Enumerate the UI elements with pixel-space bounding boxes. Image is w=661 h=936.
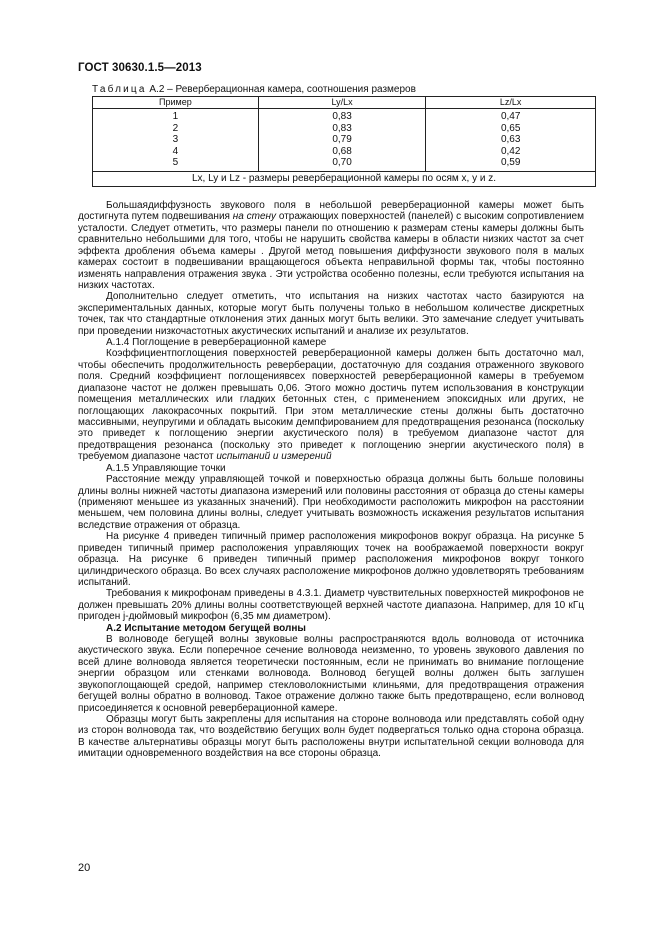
paragraph: На рисунке 4 приведен типичный пример расположения микрофонов вокруг образца. На рисунке 5 приведен типичный пример расположения управляющих точек на воображаемой поверхности вокруг образца. На рисунке 6 приведен типичный пример расположения микрофонов вокруг тонкого цилиндрического образца. Во всех случаях расположение микрофонов должно удовлетворять требованиям испытаний. [78, 531, 584, 588]
col-header-ly-lx: Ly/Lx [258, 97, 426, 109]
paragraph-text: Коэффициентпоглощения поверхностей реверберационной камеры должен быть достаточно мал, чтобы обеспечить продолжительность реверберации, достаточную для создания отраженного звукового поля. Средний коэффициент поглощениявсех поверхностей реверберационной камеры в требуемом диапазоне частот не должен превышать 0,06. Этого можно достичь путем использования в конструкции помещения металлических или гладких бетонных стен, с применением эпоксидных или других, не поглощающих лакокрасочных покрытий. При этом металлические стены должны быть достаточно массивными, неупругими и обладать высоким демпфированием для предотвращения резонанса (поскольку это приведет к поглощению энергии акустического поля) в требуемом диапазоне частот для предотвращения резонанса (поскольку это приведет к поглощению энергии акустического поля) в требуемом диапазоне частот [78, 348, 584, 463]
document-header: ГОСТ 30630.1.5—2013 [78, 62, 202, 74]
paragraph: Требования к микрофонам приведены в 4.3.1. Диаметр чувствительных поверхностей микрофонов не должен превышать 20% длины волны соответствующей верхней частоте диапазона. Например, для 10 кГц пригоден j-дюймовый микрофон (6,35 мм диаметром). [78, 588, 584, 623]
paragraph-text: отражающих поверхностей (панелей) с высоким сопротивлением усталости. Следует отметить, что размеры панели по отношению к размерам стены камеры должны быть сравнительно небольшими для того, чтобы не нарушить свойства камеры в области низких частот за счет эффекта дробления объема камеры . Другой метод повышения диффузности звукового поля в малых камерах состоит в подвешивании вращающегося объекта неправильной формы так, чтобы постоянно изменять направления отражения звука . Эти устройства особенно полезны, если требуются испытания на низких частотах. [78, 211, 584, 291]
table-row [93, 146, 596, 158]
table-cell: 5 [93, 157, 259, 171]
table-note: Lx, Ly и Lz - размеры реверберационной камеры по осям x, y и z. [93, 171, 596, 187]
paragraph-text: Большаядиффузность звукового поля в небольшой реверберационной камеры может быть достигнута путем подвешивания [78, 200, 584, 223]
table-row [93, 109, 596, 123]
table-note-row [93, 171, 596, 187]
table-cell: 0,47 [426, 109, 596, 123]
table-cell: 0,70 [258, 157, 426, 171]
col-header-lz-lx: Lz/Lx [426, 97, 596, 109]
paragraph [78, 200, 584, 291]
table-cell: 0,63 [426, 134, 596, 146]
paragraph-emphasis: испытаний и измерений [216, 451, 332, 463]
table-cell: 4 [93, 146, 259, 158]
table-row [93, 123, 596, 135]
table-cell: 0,42 [426, 146, 596, 158]
paragraph [78, 348, 584, 462]
table-caption-text: А.2 – Реверберационная камера, соотношения размеров [146, 84, 416, 95]
table-row [93, 157, 596, 171]
table-caption-label: Таблица [92, 84, 147, 95]
body-text [78, 200, 584, 760]
section-heading-a-1-5: А.1.5 Управляющие точки [106, 462, 226, 474]
table-cell: 0,83 [258, 109, 426, 123]
paragraph: Расстояние между управляющей точкой и поверхностью образца должны быть больше половины длины волны нижней частоты диапазона измерений или половины расстояния от образца до стены камеры (применяют меньшее из указанных значений). При необходимости расположить микрофон на расстоянии меньшем, чем половина длины волны, следует учитывать возможность искажения результатов испытания вследствие отражения от образца. [78, 474, 584, 531]
table-caption [92, 84, 416, 95]
section-heading-a-1-4: А.1.4 Поглощение в реверберационной камере [106, 337, 327, 349]
table-cell: 2 [93, 123, 259, 135]
paragraph: Образцы могут быть закреплены для испытания на стороне волновода или представлять собой одну из сторон волновода так, что воздействию бегущих волн будет подвергаться только одна сторона образца. В качестве альтернативы образцы могут быть расположены внутри испытательной секции волновода для имитации одновременного воздействия на все стороны образца. [78, 713, 584, 760]
table-cell: 0,65 [426, 123, 596, 135]
table-cell: 1 [93, 109, 259, 123]
table-cell: 0,68 [258, 146, 426, 158]
table-row [93, 134, 596, 146]
paragraph-emphasis: на стену [232, 211, 277, 223]
table-cell: 3 [93, 134, 259, 146]
section-heading-a-2: А.2 Испытание методом бегущей волны [106, 622, 306, 634]
table-cell: 0,59 [426, 157, 596, 171]
col-header-example: Пример [93, 97, 259, 109]
table-cell: 0,83 [258, 123, 426, 135]
table-cell: 0,79 [258, 134, 426, 146]
table-header-row [93, 97, 596, 109]
dimension-ratio-table [92, 96, 596, 187]
page-number: 20 [78, 862, 91, 874]
paragraph: В волноводе бегущей волны звуковые волны распространяются вдоль волновода от источника акустического звука. Если поперечное сечение волновода неизменно, то уровень звукового давления по всей длине волновода является теоретически постоянным, если не принимать во внимание поглощение энергии образцом или стенками волновода. Волновод бегущей волны должен быть заглушен звукопоглощающей средой, например стекловолокнистыми клиньями, для предотвращения отражения бегущей волны обратно в волновод. Такое отражение должно также быть предотвращено, если волновод присоединяется к основной реверберационной камере. [78, 634, 584, 714]
paragraph: Дополнительно следует отметить, что испытания на низких частотах часто базируются на экспериментальных данных, которые могут быть получены только в небольшом количестве дискретных точек, так что стандартные отклонения этих данных могут быть велики. Это замечание следует учитывать при проведении низкочастотных акустических испытаний и анализе их результатов. [78, 291, 584, 337]
